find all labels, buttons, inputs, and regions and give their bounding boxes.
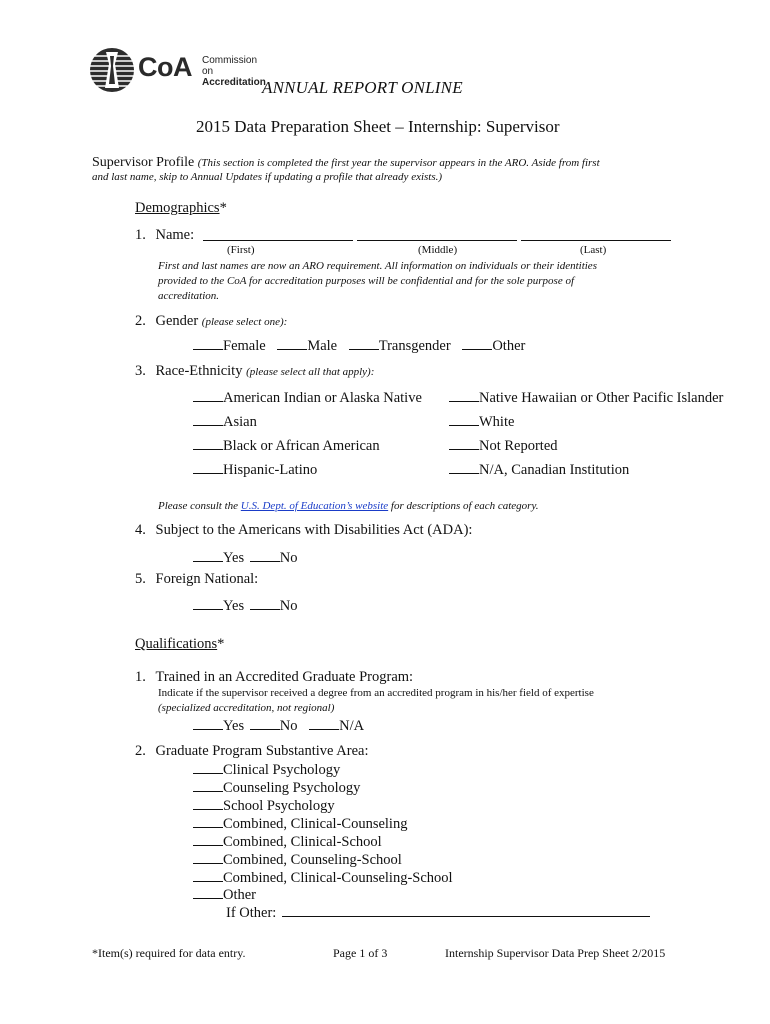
area-blank[interactable] [193,869,223,882]
race-colon: : [370,366,375,378]
accredited-yes-blank[interactable] [193,717,223,730]
first-name-caption: (First) [227,244,255,256]
race-blank[interactable] [193,437,223,450]
race-option-label: Not Reported [479,438,558,454]
ada-label: Subject to the Americans with Disabilities Act (ADA): [155,522,473,538]
accredited-na-label: N/A [339,718,365,734]
document-id: Internship Supervisor Data Prep Sheet 2/2015 [445,946,666,960]
accredited-program-desc-italic: (specialized accreditation, not regional) [158,702,335,714]
gender-male-label: Male [307,338,338,354]
race-blank[interactable] [449,413,479,426]
area-option-label: Combined, Clinical-Counseling [223,816,408,832]
middle-name-caption: (Middle) [418,244,458,256]
race-option [449,437,558,455]
accredited-program-desc: Indicate if the supervisor received a degree from an accredited program in his/her field of expertise [158,687,594,699]
area-option-label: Combined, Clinical-School [223,834,382,850]
race-label: Race-Ethnicity [155,363,243,379]
name-note-1: First and last names are now an ARO requirement. All information on individuals or their identities [158,260,597,272]
question-number: 1. [135,669,146,685]
required-asterisk: * [217,636,225,652]
area-blank[interactable] [193,761,223,774]
race-blank[interactable] [449,461,479,474]
race-option-label: Asian [223,414,257,430]
foreign-national-options [193,597,297,615]
gender-question [135,313,287,330]
name-question [135,227,194,244]
area-option [193,886,256,904]
profile-note-1: (This section is completed the first year the supervisor appears in the ARO. Aside from first [197,157,600,169]
accredited-na-blank[interactable] [309,717,339,730]
race-option [193,413,257,431]
supervisor-profile-heading [92,155,600,171]
name-note-3: accreditation. [158,290,219,302]
middle-name-field[interactable] [357,230,517,241]
document-title: 2015 Data Preparation Sheet – Internship: Supervisor [196,117,560,136]
ada-no-label: No [279,550,298,566]
required-asterisk: * [219,200,227,216]
gender-transgender-label: Transgender [378,338,451,354]
question-number: 2. [135,313,146,329]
race-option-label: Native Hawaiian or Other Pacific Islander [479,390,724,406]
area-option [193,761,340,779]
if-other-label: If Other: [226,905,277,921]
race-option-label: White [479,414,515,430]
area-option [193,797,335,815]
accredited-program-label: Trained in an Accredited Graduate Program: [155,669,414,685]
logo-subtitle-line-2: Accreditation [202,77,266,88]
foreign-national-label: Foreign National: [155,571,259,587]
area-blank[interactable] [193,815,223,828]
race-option [449,413,514,431]
last-name-field[interactable] [521,230,671,241]
race-option [449,389,723,407]
accredited-no-blank[interactable] [250,717,280,730]
area-option-label: Combined, Clinical-Counseling-School [223,870,453,886]
coa-globe-icon [86,44,138,96]
question-number: 4. [135,522,146,538]
race-blank[interactable] [193,413,223,426]
name-label: Name: [155,227,195,243]
race-option [193,437,380,455]
race-option-label: N/A, Canadian Institution [479,462,630,478]
qualifications-heading-text: Qualifications [135,636,218,652]
area-blank[interactable] [193,886,223,899]
logo-subtitle-line-1: Commission on [202,55,258,77]
gender-hint: (please select one) [201,316,284,328]
race-question [135,363,374,380]
substantive-area-question [135,743,369,760]
accredited-program-options [193,717,364,735]
race-blank[interactable] [193,461,223,474]
required-footnote: *Item(s) required for data entry. [92,946,246,960]
gender-other-blank[interactable] [462,337,492,350]
area-option-label: Counseling Psychology [223,780,361,796]
gender-female-blank[interactable] [193,337,223,350]
race-blank[interactable] [193,389,223,402]
gender-transgender-blank[interactable] [349,337,379,350]
page-number: Page 1 of 3 [333,946,388,960]
race-option-label: Hispanic-Latino [223,462,318,478]
race-option [193,461,317,479]
race-option [193,389,422,407]
area-blank[interactable] [193,797,223,810]
accredited-program-question [135,669,413,686]
area-option-label: School Psychology [223,798,335,814]
education-website-link[interactable]: U.S. Dept. of Education’s website [240,500,389,512]
race-option [449,461,629,479]
race-hint: (please select all that apply) [246,366,371,378]
profile-note-2: and last name, skip to Annual Updates if updating a profile that already exists.) [92,171,443,183]
name-note-2: provided to the CoA for accreditation purposes will be confidential and for the sole purpose of [158,275,575,287]
race-option-label: American Indian or Alaska Native [223,390,422,406]
last-name-caption: (Last) [580,244,607,256]
if-other-field[interactable] [282,904,650,917]
coa-logo [86,44,266,96]
area-blank[interactable] [193,851,223,864]
area-option [193,779,360,797]
race-option-label: Black or African American [223,438,380,454]
demographics-heading [135,200,227,217]
area-option-label: Combined, Counseling-School [223,852,402,868]
qualifications-heading [135,636,224,653]
area-option [193,869,453,887]
question-number: 2. [135,743,146,759]
gender-other-label: Other [492,338,526,354]
accredited-no-label: No [279,718,298,734]
logo-subtitle [202,55,266,88]
area-blank[interactable] [193,779,223,792]
area-blank[interactable] [193,833,223,846]
consult-pre: Please consult the [158,500,241,512]
gender-male-blank[interactable] [277,337,307,350]
profile-heading-text: Supervisor Profile [92,155,195,170]
ada-options [193,549,297,567]
ada-yes-blank[interactable] [193,549,223,562]
race-consult-note [158,500,538,512]
foreign-no-blank[interactable] [250,597,280,610]
area-option-label: Other [223,887,257,903]
question-number: 1. [135,227,146,243]
foreign-yes-blank[interactable] [193,597,223,610]
substantive-area-label: Graduate Program Substantive Area: [155,743,369,759]
race-blank[interactable] [449,389,479,402]
ada-no-blank[interactable] [250,549,280,562]
ada-question [135,522,472,539]
logo-wordmark: CoA [138,52,192,82]
foreign-yes-label: Yes [223,598,245,614]
race-blank[interactable] [449,437,479,450]
ada-yes-label: Yes [223,550,245,566]
accredited-yes-label: Yes [223,718,245,734]
area-option-label: Clinical Psychology [223,762,341,778]
area-option [193,851,402,869]
demographics-heading-text: Demographics [135,200,220,216]
question-number: 5. [135,571,146,587]
report-title: ANNUAL REPORT ONLINE [262,78,463,97]
consult-post: for descriptions of each category. [388,500,539,512]
question-number: 3. [135,363,146,379]
area-option [193,833,382,851]
gender-label: Gender [155,313,199,329]
gender-colon: : [283,316,288,328]
foreign-national-question [135,571,258,588]
foreign-no-label: No [279,598,298,614]
if-other-row [226,904,650,922]
area-option [193,815,407,833]
first-name-field[interactable] [203,230,353,241]
gender-female-label: Female [223,338,266,354]
gender-options [193,337,525,355]
